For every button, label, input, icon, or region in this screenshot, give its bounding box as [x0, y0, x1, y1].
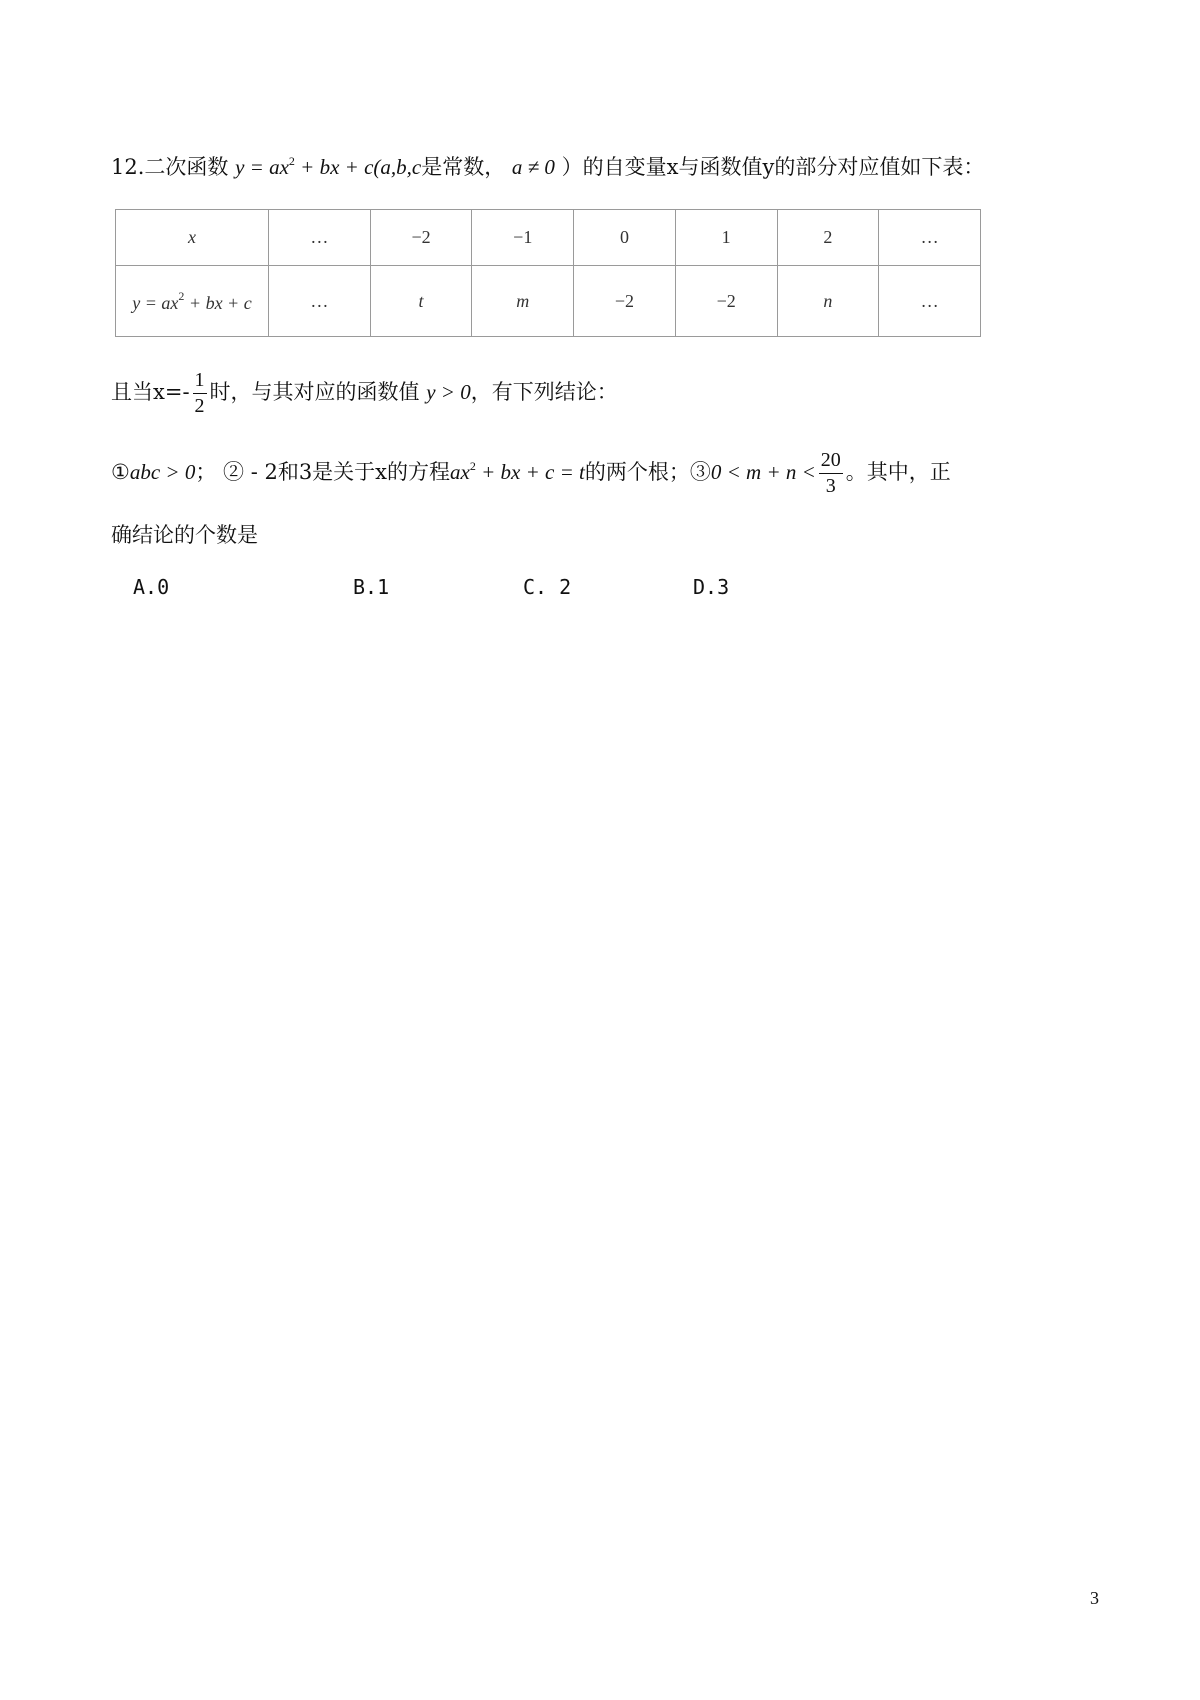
option-c[interactable]: C. 2: [523, 575, 572, 599]
condition-text-post: ，有下列结论：: [470, 380, 618, 404]
question-prompt: 确结论的个数是: [111, 523, 258, 547]
table-cell: 0: [574, 210, 676, 266]
table-row-x: [116, 210, 981, 266]
table-cell: …: [269, 210, 371, 266]
row-label-y: $y = ax^2$ + bx + c: [116, 266, 269, 337]
table-cell: −1: [472, 210, 574, 266]
table-cell: −2: [370, 210, 472, 266]
table-cell: t: [370, 266, 472, 337]
conclusion-2-tail: 的两个根；: [584, 460, 690, 484]
fraction-one-half: $\frac{1}{2}$: [194, 369, 205, 417]
fraction-twenty-thirds: $\frac{20}{3}$: [820, 449, 841, 497]
conclusion-3-mark: ③: [689, 460, 711, 484]
table-cell: …: [879, 266, 981, 337]
table-row-y: [116, 266, 981, 337]
conclusion-1-expr: abc > 0: [129, 460, 196, 484]
condition-text-pre: 且当x=-: [111, 380, 190, 404]
table-cell: 2: [777, 210, 879, 266]
table-cell: −2: [675, 266, 777, 337]
condition-text-mid: 时，与其对应的函数值: [209, 380, 420, 404]
conclusions-line: [111, 450, 951, 497]
table-cell: −2: [574, 266, 676, 337]
row-label-x: x: [116, 210, 269, 266]
conclusion-1-mark: ①: [111, 460, 130, 484]
question-stem: [111, 155, 984, 178]
table-cell: n: [777, 266, 879, 337]
option-d[interactable]: D.3: [693, 575, 730, 599]
value-table: [115, 209, 981, 337]
stem-text-a: 二次函数: [144, 155, 229, 179]
conclusion-3-expr: 0 < m + n <: [710, 460, 816, 484]
condition-a-nonzero: a ≠ 0: [511, 155, 555, 179]
condition-line: [111, 370, 618, 417]
table-cell: m: [472, 266, 574, 337]
stem-text-b: 是常数，: [421, 155, 506, 179]
table-cell: …: [269, 266, 371, 337]
conclusion-2-text: - 2和3是关于x的方程: [244, 460, 451, 484]
option-b[interactable]: B.1: [353, 575, 390, 599]
separator: ；: [195, 460, 217, 484]
question-number: 12.: [111, 155, 145, 179]
conclusion-2-expr: $ax^2$ + bx + c = t: [450, 459, 585, 484]
stem-text-c: ）的自变量x与函数值y的部分对应值如下表：: [561, 155, 985, 179]
function-expression: $y = ax^2$ + bx + c(a,b,c: [235, 154, 422, 179]
conclusion-3-tail: 。其中，正: [845, 460, 951, 484]
table-cell: …: [879, 210, 981, 266]
inequality-y-positive: y > 0: [426, 380, 471, 404]
table-cell: 1: [675, 210, 777, 266]
conclusion-2-mark: ②: [223, 460, 245, 484]
page-number: 3: [1090, 1588, 1099, 1608]
option-a[interactable]: A.0: [133, 575, 170, 599]
